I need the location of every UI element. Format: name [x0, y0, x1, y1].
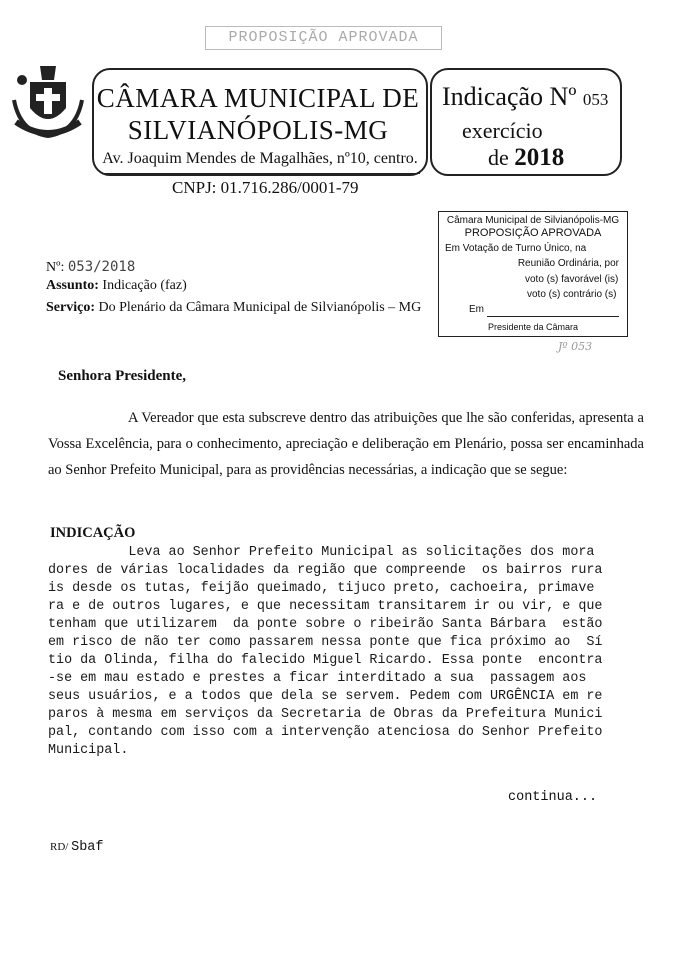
indicacao-line: paros à mesma em serviços da Secretaria de Obras da Prefeitura Munici	[48, 707, 603, 722]
exercicio-label: exercício	[462, 118, 543, 143]
indication-number-value: 053	[582, 90, 609, 109]
typist-initials: Sbaf	[71, 840, 104, 855]
indicacao-body	[48, 544, 640, 760]
document-number	[46, 259, 135, 276]
institution-address: Av. Joaquim Mendes de Magalhães, nº10, centro.	[102, 150, 418, 167]
initials: RD/	[50, 841, 69, 853]
reference-initials	[50, 840, 104, 855]
service-value: Do Plenário da Câmara Municipal de Silvianópolis – MG	[98, 300, 422, 315]
approval-stamp-line4: Reunião Ordinária, por	[517, 258, 619, 269]
intro-paragraph-text: A Vereador que esta subscreve dentro das atribuições que lhe são conferidas, apresenta a Vossa Excelência, para o conhecimento, apreciação e deliberação em Plenário, possa ser encaminhada ao Senhor Prefeito Municipal, para as providências necessárias, a indicação que se segue:	[48, 410, 644, 478]
subject	[46, 278, 187, 294]
service	[46, 300, 421, 316]
cnpj: CNPJ: 01.716.286/0001-79	[172, 178, 359, 197]
approval-stamp	[438, 211, 628, 337]
indicacao-line: em risco de não ter como passarem nessa ponte que fica próximo ao Sí	[48, 635, 603, 650]
continua-label: continua...	[508, 790, 598, 805]
indicacao-line: pal, contando com isso com a intervenção atenciosa do Senhor Prefeito	[48, 725, 603, 740]
institution-title-line1: CÂMARA MUNICIPAL DE	[96, 83, 420, 113]
salutation: Senhora Presidente,	[58, 368, 187, 384]
indicacao-line: tenham que utilizarem da ponte sobre o ribeirão Santa Bárbara estão	[48, 617, 603, 632]
approval-stamp-line6: voto (s) contrário (s)	[527, 289, 617, 300]
institution-title-line2: SILVIANÓPOLIS-MG	[127, 115, 389, 145]
year-value: 2018	[514, 144, 565, 171]
approval-stamp-line1: Câmara Municipal de Silvianópolis-MG	[446, 215, 620, 226]
indicacao-line: seus usuários, e a todos que dela se servem. Pedem com URGÊNCIA em re	[48, 689, 603, 704]
approved-stamp-top: PROPOSIÇÃO APROVADA	[205, 26, 442, 50]
address-underline	[102, 173, 420, 174]
approval-note: Jº 053	[558, 340, 593, 353]
approval-stamp-line7: Em	[469, 304, 484, 315]
indicacao-line: Municipal.	[48, 743, 129, 758]
subject-value: Indicação (faz)	[102, 278, 187, 293]
indicacao-line: tio da Olinda, filha do falecido Miguel Ricardo. Essa ponte encontra	[48, 653, 603, 668]
approval-stamp-line5: voto (s) favorável (is)	[525, 274, 619, 285]
signature-line	[487, 316, 619, 317]
indicacao-line: is desde os tutas, feijão queimado, tijuco preto, cachoeira, primave	[48, 581, 595, 596]
number-value: 053/2018	[67, 259, 136, 275]
coat-of-arms-logo	[10, 60, 86, 140]
indication-number	[442, 82, 608, 112]
de-label: de	[488, 145, 509, 170]
exercicio-year	[488, 144, 564, 172]
indicacao-title: INDICAÇÃO	[50, 525, 136, 541]
approval-stamp-line3: Em Votação de Turno Único, na	[445, 243, 587, 254]
indicacao-line: ra e de outros lugares, e que necessitam transitarem ir ou vir, e que	[48, 599, 603, 614]
subject-label: Assunto:	[46, 278, 99, 293]
approval-stamp-line8: Presidente da Câmara	[487, 322, 579, 332]
indicacao-line: dores de várias localidades da região que compreende os bairros rura	[48, 563, 603, 578]
service-label: Serviço:	[46, 300, 95, 315]
intro-paragraph	[48, 405, 644, 483]
indicacao-line: Leva ao Senhor Prefeito Municipal as solicitações dos mora	[48, 545, 595, 560]
approval-stamp-line2: PROPOSIÇÃO APROVADA	[464, 227, 602, 239]
indication-label: Indicação Nº	[442, 82, 577, 111]
institution-title	[92, 82, 424, 146]
number-label: Nº:	[46, 260, 65, 275]
indicacao-line: -se em mau estado e prestes a ficar interditado a sua passagem aos	[48, 671, 587, 686]
